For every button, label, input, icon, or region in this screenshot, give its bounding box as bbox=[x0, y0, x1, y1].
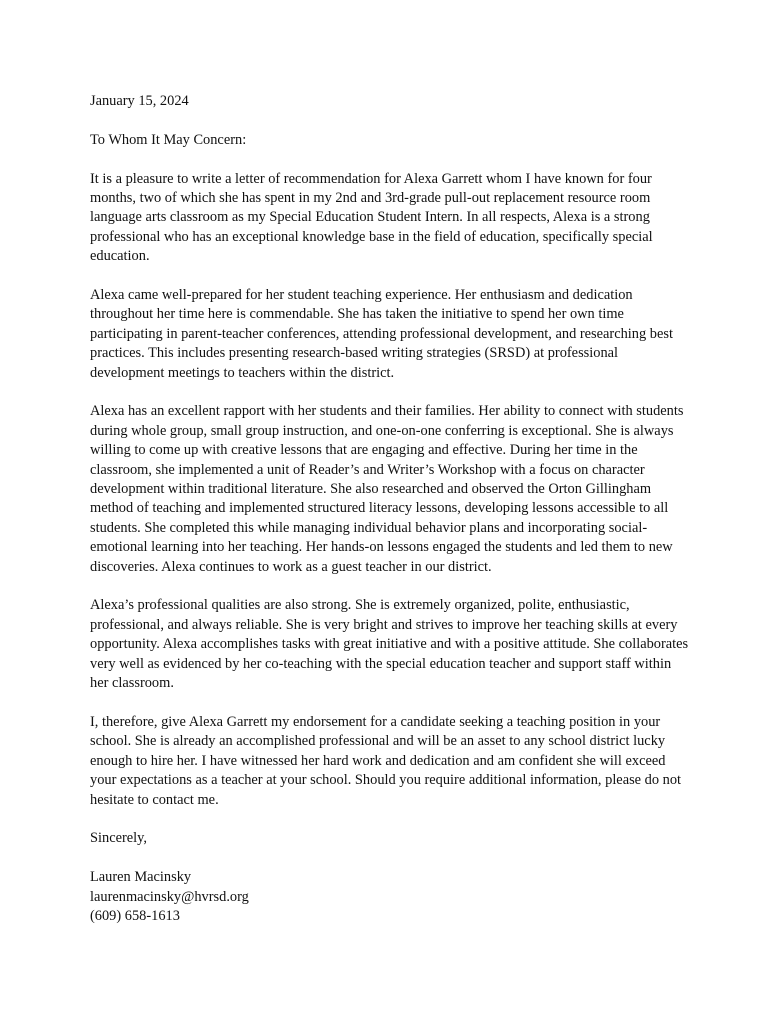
letter-paragraph-2: Alexa came well-prepared for her student teaching experience. Her enthusiasm and dedication throughout her time here is commendable. She has taken the initiative to spend her own time participating in parent-teacher conferences, attending professional development, and researching best practices. This includes presenting research-based writing strategies (SRSD) at professional development meetings to teachers within the district. bbox=[90, 287, 673, 381]
signer-name: Lauren Macinsky bbox=[90, 869, 192, 886]
signer-phone: (609) 658-1613 bbox=[90, 907, 180, 924]
letter-closing: Sincerely, bbox=[90, 830, 148, 847]
letter-paragraph-4: Alexa’s professional qualities are also strong. She is extremely organized, polite, enthusiastic, professional, and always reliable. She is very bright and strives to improve her teaching skills at every opportunity. Alexa accomplishes tasks with great initiative and with a positive attitude. She collaborates very well as evidenced by her co-teaching with the special education teacher and support staff within her classroom. bbox=[90, 597, 689, 692]
signer-email: laurenmacinsky@hvrsd.org bbox=[90, 888, 249, 905]
letter-salutation: To Whom It May Concern: bbox=[90, 131, 247, 148]
signature-block bbox=[90, 868, 690, 926]
letter-paragraph-5: I, therefore, give Alexa Garrett my endorsement for a candidate seeking a teaching position in your school. She is already an accomplished professional and will be an asset to any school district lucky enough to hire her. I have witnessed her hard work and dedication and am confident she will exceed your expectations as a teacher at your school. Should you require additional information, please do not hesitate to contact me. bbox=[90, 713, 682, 808]
letter-page bbox=[90, 92, 690, 926]
letter-paragraph-3: Alexa has an excellent rapport with her students and their families. Her ability to connect with students during whole group, small group instruction, and one-on-one conferring is exceptional. She is always willing to come up with creative lessons that are engaging and effective. During her time in the classroom, she implemented a unit of Reader’s and Writer’s Workshop with a focus on character development within traditional literature. She also researched and observed the Orton Gillingham method of teaching and implemented structured literacy lessons, developing lessons accessible to all students. She completed this while managing individual behavior plans and incorporating social-emotional learning into her teaching. Her hands-on lessons engaged the students and led them to new discoveries. Alexa continues to work as a guest teacher in our district. bbox=[90, 403, 684, 575]
letter-paragraph-1: It is a pleasure to write a letter of recommendation for Alexa Garrett whom I have known for four months, two of which she has spent in my 2nd and 3rd-grade pull-out replacement resource room language arts classroom as my Special Education Student Intern. In all respects, Alexa is a strong professional who has an exceptional knowledge base in the field of education, specifically special education. bbox=[90, 170, 653, 265]
letter-date: January 15, 2024 bbox=[90, 93, 189, 109]
